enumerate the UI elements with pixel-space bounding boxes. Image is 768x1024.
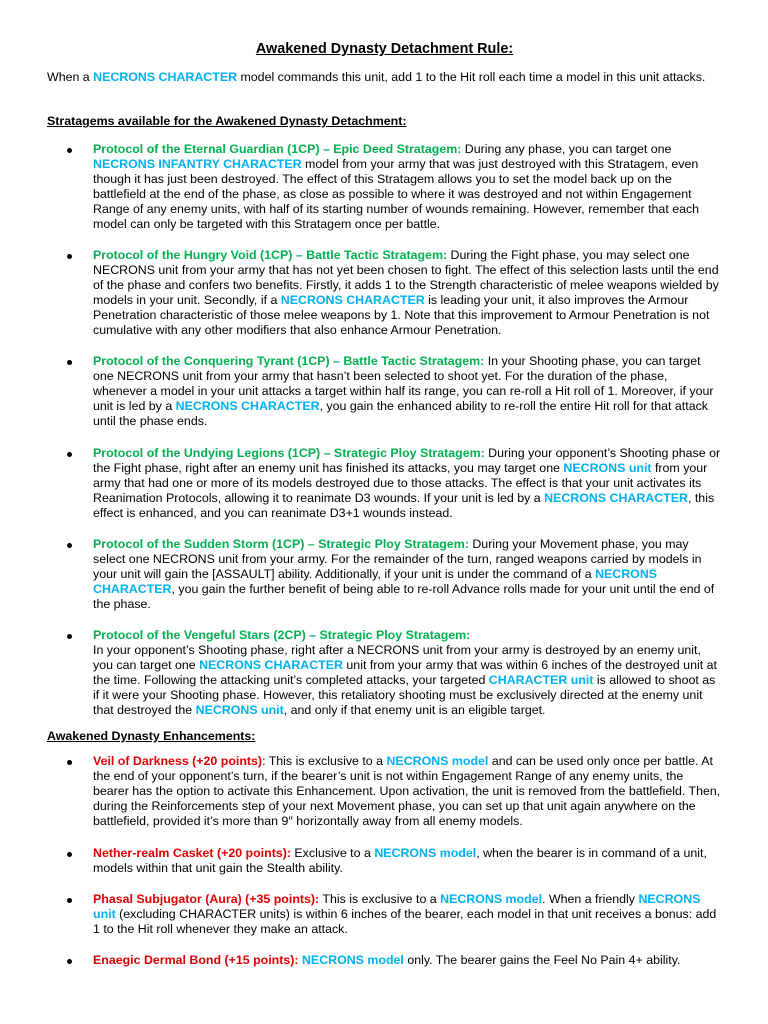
enhancement-text: . When a friendly — [542, 892, 639, 906]
keyword: NECRONS CHARACTER — [175, 399, 320, 414]
stratagem-text: , you gain the further benefit of being able to re-roll Advance rolls made for your unit until the end of the phase. — [93, 582, 715, 612]
stratagem-vengeful-stars — [93, 628, 722, 719]
enhancement-text: and can be used only once per battle. At the end of your opponent’s turn, if the bearer’s unit is not within Engagement Range of any enemy units, the bearer has the option to activate this Enhancement. Upon activation, the unit is removed from the battlefield. Then, during the Reinforcements step of your next Movement phase, you can set up that unit again anywhere on the battlefield, provided it’s more than 9″ horizontally away from all enemy models. — [93, 754, 721, 829]
bullet-icon — [67, 360, 72, 365]
keyword: NECRONS CHARACTER — [199, 658, 343, 673]
bullet-icon — [67, 760, 72, 765]
stratagem-text: , this effect is enhanced, and you can reanimate D3+1 wounds instead. — [93, 491, 715, 521]
enhancement-text: (excluding CHARACTER units) is within 6 inches of the bearer, each model in that unit receives a bonus: add 1 to the Hit roll whenever they make an attack. — [93, 907, 717, 937]
bullet-icon — [67, 452, 72, 457]
bullet-icon — [67, 543, 72, 548]
stratagem-text: In your Shooting phase, you can target one NECRONS unit from your army that hasn’t been selected to shoot yet. For the duration of the phase, whenever a model in your unit attacks a target within half its range, you can re-roll a Hit roll of 1. Moreover, if your unit is led by a — [93, 354, 714, 414]
stratagem-text: model from your army that was just destroyed with this Stratagem, even though it has just been destroyed. The effect of this Stratagem allows you to set the model back up on the battlefield at the end of the phase, as close as possible to where it was destroyed and not within Engagement Range of any enemy units, with half of its starting number of wounds remaining. However, remember that each model can only be targeted with this Stratagem once per battle. — [93, 157, 700, 232]
stratagem-title: Protocol of the Hungry Void (1CP) – Battle Tactic Stratagem: — [93, 248, 448, 262]
bullet-icon — [67, 634, 72, 639]
stratagem-text: unit from your army that was within 6 inches of the destroyed unit at the time. Following the attacking unit’s completed attacks, your targeted — [93, 658, 717, 688]
enhancements-heading: Awakened Dynasty Enhancements: — [47, 729, 256, 743]
keyword: NECRONS model — [386, 754, 489, 768]
stratagem-text: is leading your unit, it also improves the Armour Penetration characteristic of those melee weapons by 1. Note that this improvement to Armour Penetration is not cumulative with any other modifiers that also enhance Armour Penetration. — [93, 293, 710, 338]
stratagem-title: Protocol of the Vengeful Stars (2CP) – Strategic Ploy Stratagem: — [93, 628, 471, 642]
intro-paragraph — [47, 70, 722, 85]
stratagem-title: Protocol of the Sudden Storm (1CP) – Strategic Ploy Stratagem: — [93, 537, 469, 551]
keyword: CHARACTER unit — [488, 673, 594, 688]
enhancement-text: only. The bearer gains the Feel No Pain 4+ ability. — [403, 953, 681, 967]
enhancement-title: Enaegic Dermal Bond (+15 points): — [93, 953, 299, 967]
stratagem-text: During the Fight phase, you may select one NECRONS unit from your army that has not yet been chosen to fight. The effect of this selection lasts until the end of the phase and confers two benefits. Firstly, it adds 1 to the Strength characteristic of melee weapons wielded by models in your unit. Secondly, if a — [93, 248, 719, 308]
enhancement-text: This is exclusive to a — [319, 892, 441, 906]
stratagem-title: Protocol of the Eternal Guardian (1CP) – Epic Deed Stratagem: — [93, 142, 462, 156]
stratagem-title: Protocol of the Undying Legions (1CP) – Strategic Ploy Stratagem: — [93, 446, 485, 460]
stratagem-undying-legions — [93, 446, 722, 521]
enhancement-title: Nether-realm Casket (+20 points): — [93, 846, 291, 860]
stratagem-sudden-storm — [93, 537, 722, 612]
stratagem-text: is allowed to shoot as if it were your Shooting phase. However, this retaliatory shooting must be exclusively directed at the enemy unit that destroyed the — [93, 673, 716, 718]
enhancement-text: : This is exclusive to a — [262, 754, 387, 768]
bullet-icon — [67, 898, 72, 903]
bullet-icon — [67, 959, 72, 964]
keyword: NECRONS model — [301, 953, 404, 967]
stratagem-text: from your army that had one or more of its models destroyed due to those attacks. The effect is that your unit activates its Reanimation Protocols, allowing it to reanimate D3 wounds. If your unit is led by a — [93, 461, 708, 506]
stratagems-heading: Stratagems available for the Awakened Dynasty Detachment: — [47, 114, 407, 128]
stratagem-text: During your Movement phase, you may select one NECRONS unit from your army. For the remainder of the turn, ranged weapons carried by models in your unit will gain the [ASSAULT] ability. Additionally, if your unit is under the command of a — [93, 537, 702, 582]
stratagem-conquering-tyrant — [93, 354, 722, 429]
enhancement-phasal-subjugator — [93, 892, 722, 937]
keyword: NECRONS INFANTRY CHARACTER — [93, 157, 302, 172]
stratagem-eternal-guardian — [93, 142, 722, 233]
stratagem-text: , you gain the enhanced ability to re-roll the entire Hit roll for that attack until the phase ends. — [93, 399, 708, 429]
stratagem-title: Protocol of the Conquering Tyrant (1CP) – Battle Tactic Stratagem: — [93, 354, 485, 368]
enhancement-nether-realm-casket — [93, 846, 722, 876]
intro-text: When a — [47, 70, 94, 84]
keyword: NECRONS model — [440, 892, 543, 906]
enhancement-veil-of-darkness — [93, 754, 722, 829]
keyword: NECRONS unit — [563, 461, 652, 476]
stratagem-text: , and only if that enemy unit is an eligible target. — [283, 703, 546, 718]
keyword: NECRONS unit — [195, 703, 284, 718]
enhancement-title: Veil of Darkness (+20 points) — [93, 754, 263, 768]
enhancement-text: , when the bearer is in command of a unit, models within that unit gain the Stealth ability. — [93, 846, 707, 876]
bullet-icon — [67, 254, 72, 259]
enhancement-title: Phasal Subjugator (Aura) (+35 points): — [93, 892, 320, 906]
stratagem-text: In your opponent’s Shooting phase, right after a NECRONS unit from your army is destroyed by an enemy unit, you can target one — [93, 643, 701, 673]
intro-text: model commands this unit, add 1 to the Hit roll each time a model in this unit attacks. — [237, 70, 706, 84]
enhancement-enaegic-dermal-bond — [93, 953, 722, 968]
keyword: NECRONS unit — [93, 892, 701, 922]
keyword: NECRONS CHARACTER — [280, 293, 425, 308]
keyword: NECRONS model — [374, 846, 477, 860]
bullet-icon — [67, 148, 72, 153]
keyword: NECRONS CHARACTER — [544, 491, 688, 506]
enhancement-text: Exclusive to a — [290, 846, 375, 860]
bullet-icon — [67, 852, 72, 857]
keyword-necrons-character: NECRONS CHARACTER — [93, 70, 238, 84]
stratagem-text: During any phase, you can target one — [461, 142, 672, 156]
page-title: Awakened Dynasty Detachment Rule: — [255, 41, 514, 57]
keyword: NECRONS CHARACTER — [93, 567, 658, 597]
stratagem-text: During your opponent’s Shooting phase or the Fight phase, right after an enemy unit has finished its attacks, you may target one — [93, 446, 721, 476]
stratagem-hungry-void — [93, 248, 722, 339]
